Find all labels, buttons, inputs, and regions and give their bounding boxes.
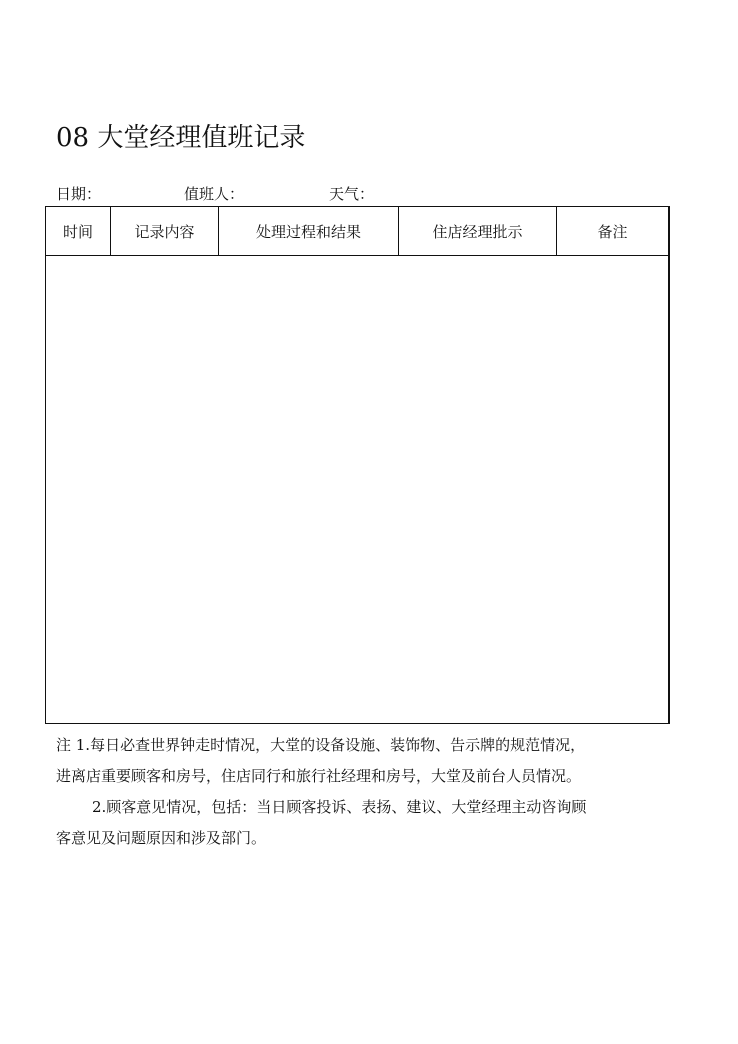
duty-record-table xyxy=(45,206,669,724)
table-right-border-line xyxy=(669,206,670,724)
duty-person-label: 值班人： xyxy=(184,185,245,203)
header-manager-instruction: 住店经理批示 xyxy=(399,207,557,255)
note-line-1: 注 1.每日必查世界钟走时情况，大堂的设备设施、装饰物、告示牌的规范情况， xyxy=(56,736,586,754)
note-line-2: 进离店重要顾客和房号，住店同行和旅行社经理和房号，大堂及前台人员情况。 xyxy=(56,767,582,785)
note-line-4: 客意见及问题原因和涉及部门。 xyxy=(56,829,267,847)
date-label: 日期： xyxy=(56,185,102,203)
header-remarks: 备注 xyxy=(597,222,628,241)
note-line-3: 2.顾客意见情况，包括：当日顾客投诉、表扬、建议、大堂经理主动咨询顾 xyxy=(92,798,587,816)
header-record-content: 记录内容 xyxy=(111,207,219,255)
page-title: 08 大堂经理值班记录 xyxy=(56,123,306,153)
table-body-area[interactable] xyxy=(46,255,668,723)
header-process-result: 处理过程和结果 xyxy=(219,207,399,255)
table-header-row xyxy=(46,207,668,256)
weather-label: 天气： xyxy=(329,185,375,203)
notes-section xyxy=(56,730,686,854)
header-time: 时间 xyxy=(46,207,111,255)
